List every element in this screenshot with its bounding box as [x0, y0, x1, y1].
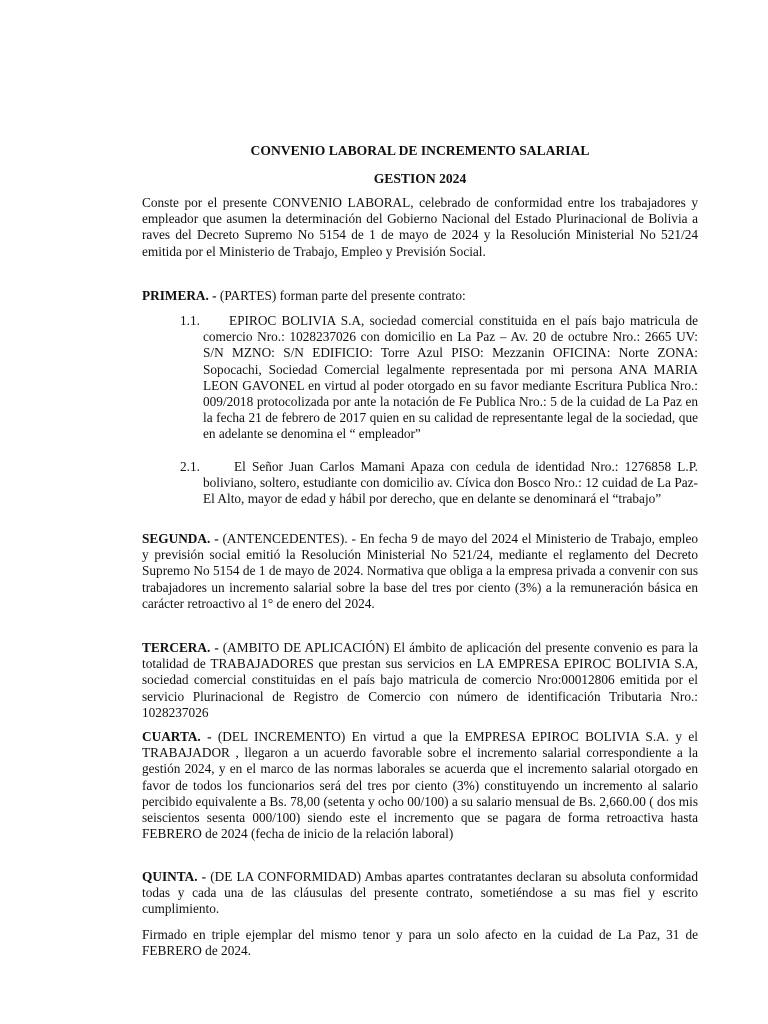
clause-quinta: [142, 869, 698, 918]
clause-heading: TERCERA. -: [142, 640, 219, 655]
document-title: CONVENIO LABORAL DE INCREMENTO SALARIAL: [250, 143, 590, 158]
list-item: EPIROC BOLIVIA S.A, sociedad comercial constituida en el país bajo matricula de comercio Nro.: 1028237026 con domicilio en La Paz – Av. 20 de octubre Nro.: 2665 UV: S/N MZNO: S/N EDIFICIO: Torre Azul PISO: Mezzanin OFICINA: Norte ZONA: Sopocachi, Sociedad Comercial legalmente representada por mi persona ANA MARIA LEON GAVONEL en virtud al poder otorgado en su favor mediante Escritura Publica Nro.: 009/2018 protocolizada por ante la notación de Fe Publica Nro.: 5 de la cuidad de La Paz en la fecha 21 de febrero de 2017 quien en su calidad de representante legal de la sociedad, que en adelante se denomina el “ empleador”: [203, 313, 698, 442]
clause-cuarta: [142, 729, 698, 842]
clause-text: (DEL INCREMENTO) En virtud a que la EMPRESA EPIROC BOLIVIA S.A. y el TRABAJADOR , llegaron a un acuerdo favorable sobre el incremento salarial correspondiente a la gestión 2024, y en el marco de las normas laborales se acuerda que el incremento salarial otorgado en favor de todos los funcionarios será del tres por ciento (3%) constituyendo un incremento al salario percibido equivalente a Bs. 78,00 (setenta y ocho 00/100) a su salario mensual de Bs. 2,660.00 ( dos mis seiscientos sesenta 000/100) siendo este el incremento que se pagara de forma retroactiva hasta FEBRERO de 2024 (fecha de inicio de la relación laboral): [142, 729, 698, 842]
clause-tercera: [142, 640, 698, 721]
list-item: El Señor Juan Carlos Mamani Apaza con cedula de identidad Nro.: 1276858 L.P. boliviano, soltero, estudiante con domicilio av. Cívica don Bosco Nro.: 12 cuidad de La Paz- El Alto, mayor de edad y hábil por derecho, que en delante se denominará el “trabajo”: [203, 459, 698, 507]
clause-text: (AMBITO DE APLICACIÓN) El ámbito de aplicación del presente convenio es para la totalidad de TRABAJADORES que prestan sus servicios en LA EMPRESA EPIROC BOLIVIA S.A, sociedad comercial constituidas en el país bajo matricula de comercio Nro:00012806 emitida por el servicio Plurinacional de Registro de Comercio con número de identificación Tributaria Nro.: 1028237026: [142, 640, 699, 720]
clause-text: (DE LA CONFORMIDAD) Ambas apartes contratantes declaran su absoluta conformidad todas y cada una de las cláusulas del presente contrato, sometiéndose a su mas fiel y escrito cumplimiento.: [142, 869, 698, 917]
clause-heading: SEGUNDA. -: [142, 531, 219, 546]
clause-heading: QUINTA. -: [142, 869, 207, 884]
clause-primera: [142, 288, 698, 304]
clause-heading: CUARTA. -: [142, 729, 212, 744]
list-item-number: 1.1.: [180, 313, 200, 328]
closing-paragraph: Firmado en triple ejemplar del mismo tenor y para un solo afecto en la cuidad de La Paz, 31 de FEBRERO de 2024.: [142, 927, 698, 959]
clause-text: (PARTES) forman parte del presente contrato:: [216, 288, 466, 303]
intro-paragraph: Conste por el presente CONVENIO LABORAL, celebrado de conformidad entre los trabajadores y empleador que asumen la determinación del Gobierno Nacional del Estado Plurinacional de Bolivia a raves del Decreto Supremo No 5154 de 1 de mayo de 2024 y la Resolución Ministerial No 521/24 emitida por el Ministerio de Trabajo, Empleo y Previsión Social.: [142, 195, 698, 259]
document-subtitle: GESTION 2024: [373, 171, 467, 186]
clause-heading: PRIMERA. -: [142, 288, 217, 303]
clause-text: (ANTENCEDENTES). - En fecha 9 de mayo del 2024 el Ministerio de Trabajo, empleo y previsión social emitió la Resolución Ministerial No 521/24, mediante el reglamento del Decreto Supremo No 5154 de 1 de mayo de 2024. Normativa que obliga a la empresa privada a convenir con sus trabajadores un incremento salarial sobre la base del tres por ciento (3%) a la remuneración básica en carácter retroactivo al 1° de enero del 2024.: [142, 531, 698, 611]
list-item-number: 2.1.: [180, 459, 200, 474]
clause-segunda: [142, 531, 698, 612]
